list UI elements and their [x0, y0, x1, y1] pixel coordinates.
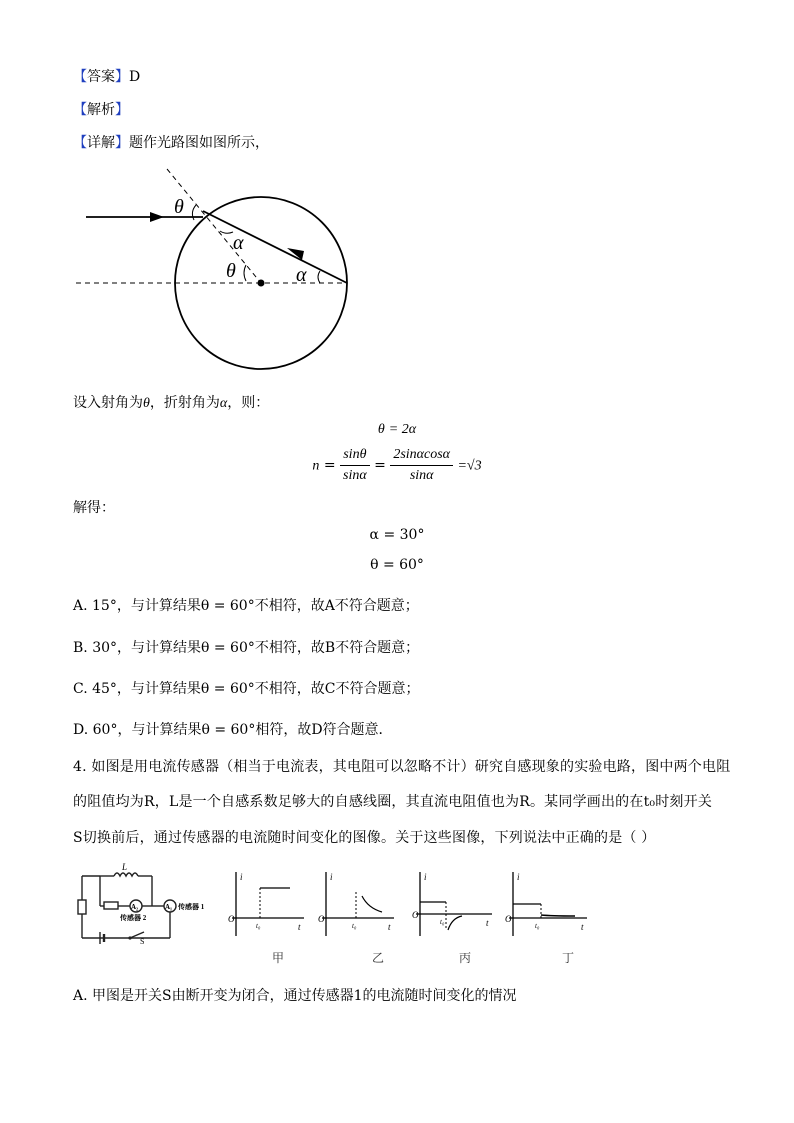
analysis-bracket-close: 】	[115, 102, 129, 118]
eq1-lhs: θ	[377, 422, 385, 437]
sensor1-label: 传感器 1	[178, 903, 205, 911]
graph-t-label: t	[486, 918, 489, 928]
equation-theta-60: θ = 60°	[370, 557, 424, 573]
option-d: D. 60°，与计算结果θ = 60°相符，故D符合题意．	[73, 722, 393, 738]
question4-line3: S切换前后，通过传感器的电流随时间变化的图像。关于这些图像，下列说法中正确的是（ ）	[73, 830, 656, 846]
eq2-f2-denominator: sinα	[409, 468, 434, 483]
theta-arc-center	[244, 265, 246, 281]
setup-line	[73, 392, 269, 412]
graph-yi	[318, 868, 398, 940]
eq2-result: =√3	[457, 458, 482, 474]
eq2-equals-2: =	[374, 457, 386, 474]
answer-line	[73, 66, 140, 86]
normal-dashed-line	[167, 169, 261, 283]
setup-text-2: ，折射角为	[149, 395, 220, 411]
setup-text-1: 设入射角为	[73, 395, 143, 411]
graph-curve-tail	[541, 915, 575, 916]
resistor-icon	[104, 902, 118, 909]
resistor-left-icon	[78, 900, 86, 914]
question4-line1: 4. 如图是用电流传感器（相当于电流表，其电阻可以忽略不计）研究自感现象的实验电路，图中两个电阻	[73, 759, 731, 775]
sensor2-label: 传感器 2	[120, 914, 147, 922]
answer-label: 答案	[87, 69, 115, 85]
eq2-f2-numerator: 2sinαcosα	[390, 447, 453, 466]
graph-t0-label: t₀	[352, 922, 357, 930]
switch-label: S	[140, 937, 145, 944]
graph-curve-negative	[448, 916, 462, 930]
eq2-f1-denominator: sinα	[343, 468, 367, 483]
option-b: B. 30°，与计算结果θ = 60°不相符，故B不符合题意；	[73, 640, 420, 656]
theta-label-top: θ	[174, 196, 184, 218]
option-a: A. 15°，与计算结果θ = 60°不相符，故A不符合题意；	[73, 598, 419, 614]
incident-arrow-icon	[150, 212, 164, 222]
refraction-figure	[70, 165, 360, 375]
graph-i-label: i	[330, 872, 333, 882]
inductor-label: L	[122, 862, 128, 872]
graph-i-label: i	[517, 872, 520, 882]
detail-label: 详解	[87, 135, 115, 151]
circuit-diagram	[74, 862, 234, 944]
eq2-n: n	[312, 458, 320, 474]
graph-bing	[412, 868, 496, 940]
analysis-heading	[73, 99, 129, 119]
answer-bracket-close: 】	[115, 69, 129, 85]
graph-t-label: t	[581, 922, 584, 932]
graph-t0-label: t₀	[256, 922, 261, 930]
graph-label-yi: 乙	[372, 951, 385, 965]
graph-jia	[228, 868, 308, 940]
eq1-rhs: = 2α	[388, 422, 417, 437]
equation-theta-2alpha	[0, 421, 794, 438]
eq2-equals: =	[323, 457, 336, 474]
eq2-fraction-2	[390, 447, 453, 484]
answer-value: D	[129, 69, 141, 85]
graph-label-ding: 丁	[562, 951, 575, 965]
graph-curve	[362, 896, 382, 912]
detail-bracket-close: 】	[115, 135, 129, 151]
graph-t0-label: t₀	[440, 918, 445, 926]
solve-label: 解得：	[73, 500, 115, 516]
eq2-fraction-1	[340, 447, 370, 484]
alpha-arc-right	[318, 271, 320, 283]
center-dot	[258, 280, 265, 287]
detail-bracket-open: 【	[73, 135, 87, 151]
analysis-bracket-open: 【	[73, 102, 87, 118]
ammeter-a2-label: A₂	[131, 903, 139, 911]
graph-t0-label: t₀	[535, 922, 540, 930]
analysis-label: 解析	[87, 102, 115, 118]
detail-line	[73, 132, 269, 152]
eq2-f1-numerator: sinθ	[340, 447, 370, 466]
graph-i-label: i	[240, 872, 243, 882]
graph-t-label: t	[298, 922, 301, 932]
graph-label-bing: 丙	[459, 951, 472, 965]
equation-alpha-30: α = 30°	[369, 527, 425, 543]
graph-i-label: i	[424, 872, 427, 882]
alpha-label-right: α	[296, 264, 307, 286]
setup-symbol-theta: θ	[143, 396, 150, 411]
refracted-ray	[203, 211, 347, 283]
setup-symbol-alpha: α	[219, 396, 228, 411]
graph-label-jia: 甲	[272, 951, 285, 965]
graph-t-label: t	[388, 922, 391, 932]
equation-refractive-index	[0, 447, 794, 484]
graph-origin-label: O	[505, 914, 512, 924]
setup-text-3: ，则：	[227, 395, 270, 411]
ammeter-a1-label: A₁	[165, 903, 173, 911]
alpha-label-inner: α	[233, 232, 244, 254]
option-c: C. 45°，与计算结果θ = 60°不相符，故C不符合题意；	[73, 681, 420, 697]
alpha-arc-inner	[220, 231, 233, 233]
question4-line2: 的阻值均为R，L是一个自感系数足够大的自感线圈，其直流电阻值也为R。某同学画出的在t₀时刻开关	[73, 794, 713, 810]
graph-origin-label: O	[228, 914, 235, 924]
graph-origin-label: O	[318, 914, 325, 924]
graph-ding	[505, 868, 591, 940]
graph-origin-label: O	[412, 910, 419, 920]
theta-label-center: θ	[226, 260, 236, 282]
answer-bracket-open: 【	[73, 69, 87, 85]
inductor-coil-icon	[114, 873, 138, 876]
question4-option-a: A. 甲图是开关S由断开变为闭合，通过传感器1的电流随时间变化的情况	[73, 988, 517, 1004]
detail-text: 题作光路图如图所示，	[129, 135, 269, 151]
